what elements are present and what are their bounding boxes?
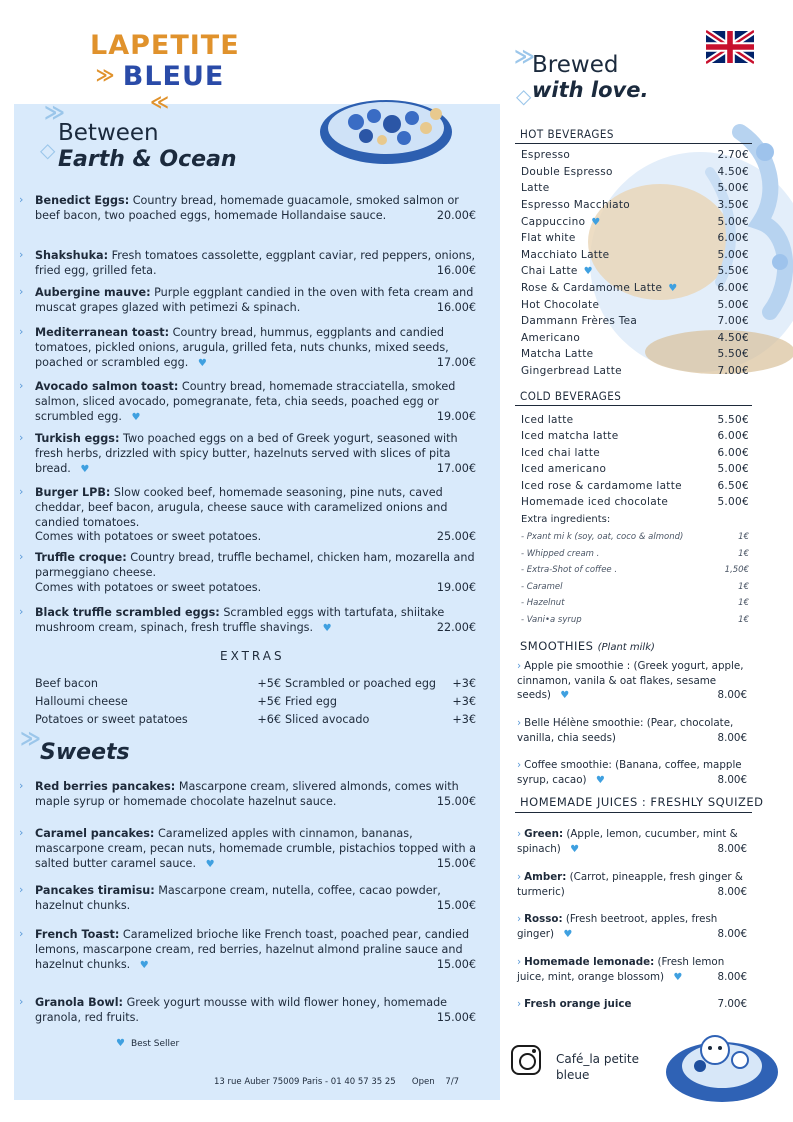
smoothie-item: › Coffee smoothie: (Banana, coffee, mapple syrup, cacao) ♥ 8.00€ xyxy=(517,759,747,786)
ingredient-item: - Vani•a syrup 1€ xyxy=(521,615,749,625)
chevron-right-icon: › xyxy=(517,998,522,1010)
smoothie-item: › Belle Hélène smoothie: (Pear, chocolate, vanilla, chia seeds) 8.00€ xyxy=(517,717,747,744)
drink-item: Flat white 6.00€ xyxy=(521,232,749,244)
drink-item: Iced latte 5.50€ xyxy=(521,414,749,426)
sweet-item: › Caramel pancakes: Caramelized apples with cinnamon, bananas, mascarpone cream, pecan nuts, homemade crumble, pistachios topped with a salted butter caramel sauce. ♥ 15.00€ xyxy=(19,826,476,870)
drink-item: Rose & Cardamome Latte ♥ 6.00€ xyxy=(521,282,749,294)
dish-item: › Aubergine mauve: Purple eggplant candied in the oven with feta cream and muscat grapes glazed with petimezi & spinach. 16.00€ xyxy=(19,285,476,314)
heart-icon: ♥ xyxy=(560,690,570,702)
heart-icon: ♥ xyxy=(563,928,573,940)
best-seller-legend: ♥ Best Seller xyxy=(116,1038,180,1049)
divider xyxy=(515,143,752,144)
chevron-right-icon: › xyxy=(19,485,24,498)
ingredient-item: - Extra-Shot of coffee . 1,50€ xyxy=(521,565,749,575)
heart-icon: ♥ xyxy=(583,266,593,277)
sweet-item: › Red berries pancakes: Mascarpone cream, slivered almonds, comes with maple syrup or homemade chocolate hazelnut sauce. 15.00€ xyxy=(19,779,476,808)
chevron-right-icon: › xyxy=(19,193,24,206)
uk-flag-icon[interactable] xyxy=(706,30,754,64)
dish-item: › Mediterranean toast: Country bread, hummus, eggplants and candied tomatoes, pickled onions, arugula, grilled feta, nuts chunks, mixed seeds, poached or scrambled egg. ♥ 17.00€ xyxy=(19,325,476,369)
divider xyxy=(515,405,752,406)
chevron-right-icon: › xyxy=(19,883,24,896)
drink-item: Gingerbread Latte 7.00€ xyxy=(521,365,749,377)
extras-row: Potatoes or sweet patatoes +6€ Sliced avocado +3€ xyxy=(35,712,476,726)
instagram-icon[interactable] xyxy=(511,1045,541,1075)
heart-icon: ♥ xyxy=(595,774,605,786)
ingredient-item: - Pxant mi k (soy, oat, coco & almond) 1€ xyxy=(521,532,749,542)
drink-item: Iced americano 5.00€ xyxy=(521,463,749,475)
heart-icon: ♥ xyxy=(668,283,678,294)
heart-icon: ♥ xyxy=(570,843,580,855)
ingredient-item: - Whipped cream . 1€ xyxy=(521,549,749,559)
mascot-illustration xyxy=(660,1020,780,1102)
heart-icon: ♥ xyxy=(139,959,149,971)
ingredient-item: - Hazelnut 1€ xyxy=(521,598,749,608)
chevron-right-icon: › xyxy=(19,995,24,1008)
drink-item: Espresso 2.70€ xyxy=(521,149,749,161)
extra-ingredients-title: Extra ingredients: xyxy=(521,514,611,525)
drink-item: Double Espresso 4.50€ xyxy=(521,166,749,178)
dish-item: › Avocado salmon toast: Country bread, homemade stracciatella, smoked salmon, sliced avocado, pomegranate, feta, chia seeds, poached egg or scrumbled egg. ♥ 19.00€ xyxy=(19,379,476,423)
dish-item: › Black truffle scrambled eggs: Scrambled eggs with tartufata, shiitake mushroom cream, spinach, fresh truffle shavings. ♥ 22.00€ xyxy=(19,605,476,634)
chevron-right-icon: › xyxy=(517,913,522,925)
section-title-sweets: Sweets xyxy=(40,740,130,765)
juice-item: › Homemade lemonade: (Fresh lemon juice, mint, orange blossom) ♥ 8.00€ xyxy=(517,956,747,983)
section-title-earth-ocean: Between Earth & Ocean xyxy=(58,120,237,172)
drink-item: Macchiato Latte 5.00€ xyxy=(521,249,749,261)
drink-item: Matcha Latte 5.50€ xyxy=(521,348,749,360)
decor-chevron-icon: ≫ xyxy=(20,726,41,750)
chevron-right-icon: › xyxy=(19,826,24,839)
extras-row: Beef bacon +5€ Scrambled or poached egg +3€ xyxy=(35,676,476,690)
juice-item: › Rosso: (Fresh beetroot, apples, fresh ginger) ♥ 8.00€ xyxy=(517,913,747,940)
heart-icon: ♥ xyxy=(673,971,683,983)
drink-item: Iced chai latte 6.00€ xyxy=(521,447,749,459)
sweet-item: › Granola Bowl: Greek yogurt mousse with wild flower honey, homemade granola, red fruits. 15.00€ xyxy=(19,995,476,1024)
decor-chevron-icon: ≫ xyxy=(514,44,535,68)
drink-item: Dammann Frères Tea 7.00€ xyxy=(521,315,749,327)
heart-icon: ♥ xyxy=(197,357,207,369)
divider xyxy=(515,812,752,813)
heart-icon: ♥ xyxy=(116,1038,125,1049)
chevron-right-icon: › xyxy=(517,828,522,840)
chevron-right-icon: › xyxy=(517,759,522,771)
smoothie-item: › Apple pie smoothie : (Greek yogurt, apple, cinnamon, vanila & oat flakes, sesame seeds) ♥ 8.00€ xyxy=(517,660,747,702)
extras-table xyxy=(35,674,476,728)
smoothies-title: SMOOTHIES (Plant milk) xyxy=(520,639,655,653)
drink-item: Chai Latte ♥ 5.50€ xyxy=(521,265,749,277)
instagram-handle[interactable]: Café_la petite bleue xyxy=(556,1052,639,1082)
hot-beverages-title: HOT BEVERAGES xyxy=(520,127,614,141)
chevron-right-icon: › xyxy=(19,431,24,444)
chevron-right-icon: › xyxy=(19,550,24,563)
bowl-illustration xyxy=(316,92,456,166)
sweet-item: › Pancakes tiramisu: Mascarpone cream, nutella, coffee, cacao powder, hazelnut chunks. 15.00€ xyxy=(19,883,476,912)
heart-icon: ♥ xyxy=(591,217,601,228)
chevron-right-icon: › xyxy=(19,379,24,392)
decor-chevron-icon: ≫ xyxy=(44,100,65,124)
chevron-right-icon: › xyxy=(19,285,24,298)
drink-item: Hot Chocolate 5.00€ xyxy=(521,299,749,311)
chevron-right-icon: › xyxy=(19,779,24,792)
decor-chevron-icon: ◇ xyxy=(40,138,56,162)
ingredient-item: - Caramel 1€ xyxy=(521,582,749,592)
drink-item: Iced matcha latte 6.00€ xyxy=(521,430,749,442)
chevron-right-icon: › xyxy=(517,871,522,883)
cold-beverages-title: COLD BEVERAGES xyxy=(520,389,622,403)
logo-line2: BLEUE xyxy=(122,61,225,92)
drink-item: Espresso Macchiato 3.50€ xyxy=(521,199,749,211)
chevron-right-icon: › xyxy=(517,717,522,729)
juice-item: › Fresh orange juice 7.00€ xyxy=(517,998,747,1010)
chevron-right-icon: › xyxy=(517,956,522,968)
drink-item: Latte 5.00€ xyxy=(521,182,749,194)
juice-item: › Amber: (Carrot, pineapple, fresh ginger & turmeric) 8.00€ xyxy=(517,871,747,898)
dish-item: › Shakshuka: Fresh tomatoes cassolette, eggplant caviar, red peppers, onions, fried egg, grilled feta. 16.00€ xyxy=(19,248,476,277)
drink-item: Americano 4.50€ xyxy=(521,332,749,344)
dish-item: › Benedict Eggs: Country bread, homemade guacamole, smoked salmon or beef bacon, two poached eggs, homemade Hollandaise sauce. 20.00€ xyxy=(19,193,476,222)
logo-chevron-icon: ≫ xyxy=(95,65,123,86)
dish-item: › Turkish eggs: Two poached eggs on a bed of Greek yogurt, seasoned with fresh herbs, drizzled with spicy butter, hazelnuts served with slices of pita bread. ♥ 17.00€ xyxy=(19,431,476,475)
chevron-right-icon: › xyxy=(19,248,24,261)
logo-line1: LAPETITE xyxy=(90,30,240,61)
dish-item: › Truffle croque: Country bread, truffle bechamel, chicken ham, mozarella and parmeggiano cheese. Comes with potatoes or sweet potatoes. 19.00€ xyxy=(19,550,476,594)
heart-icon: ♥ xyxy=(131,411,141,423)
logo xyxy=(90,30,240,117)
juices-title: HOMEMADE JUICES : FRESHLY SQUIZED xyxy=(520,795,764,809)
chevron-right-icon: › xyxy=(19,927,24,940)
chevron-right-icon: › xyxy=(19,325,24,338)
decor-chevron-icon: ◇ xyxy=(516,84,532,108)
chevron-right-icon: › xyxy=(19,605,24,618)
drink-item: Iced rose & cardamome latte 6.50€ xyxy=(521,480,749,492)
drink-item: Homemade iced chocolate 5.00€ xyxy=(521,496,749,508)
section-title-brewed: Brewed with love. xyxy=(532,52,649,102)
footer-address: 13 rue Auber 75009 Paris - 01 40 57 35 25 Open 7/7 xyxy=(214,1077,460,1087)
extras-row: Halloumi cheese +5€ Fried egg +3€ xyxy=(35,694,476,708)
juice-item: › Green: (Apple, lemon, cucumber, mint & spinach) ♥ 8.00€ xyxy=(517,828,747,855)
dish-item: › Burger LPB: Slow cooked beef, homemade seasoning, pine nuts, caved cheddar, beef bacon, arugula, cheese sauce with caramelized onions and candied tomatoes. Comes with potatoes or sweet potatoes. 25.00€ xyxy=(19,485,476,544)
logo-chevron-icon: ≪ xyxy=(150,92,170,113)
extras-title: EXTRAS xyxy=(220,649,285,663)
chevron-right-icon: › xyxy=(517,660,522,672)
sweet-item: › French Toast: Caramelized brioche like French toast, poached pear, candied lemons, mascarpone cream, red berries, hazelnut almond praline sauce and hazelnut chunks. ♥ 15.00€ xyxy=(19,927,476,971)
drink-item: Cappuccino ♥ 5.00€ xyxy=(521,216,749,228)
heart-icon: ♥ xyxy=(80,463,90,475)
heart-icon: ♥ xyxy=(205,858,215,870)
heart-icon: ♥ xyxy=(322,622,332,634)
